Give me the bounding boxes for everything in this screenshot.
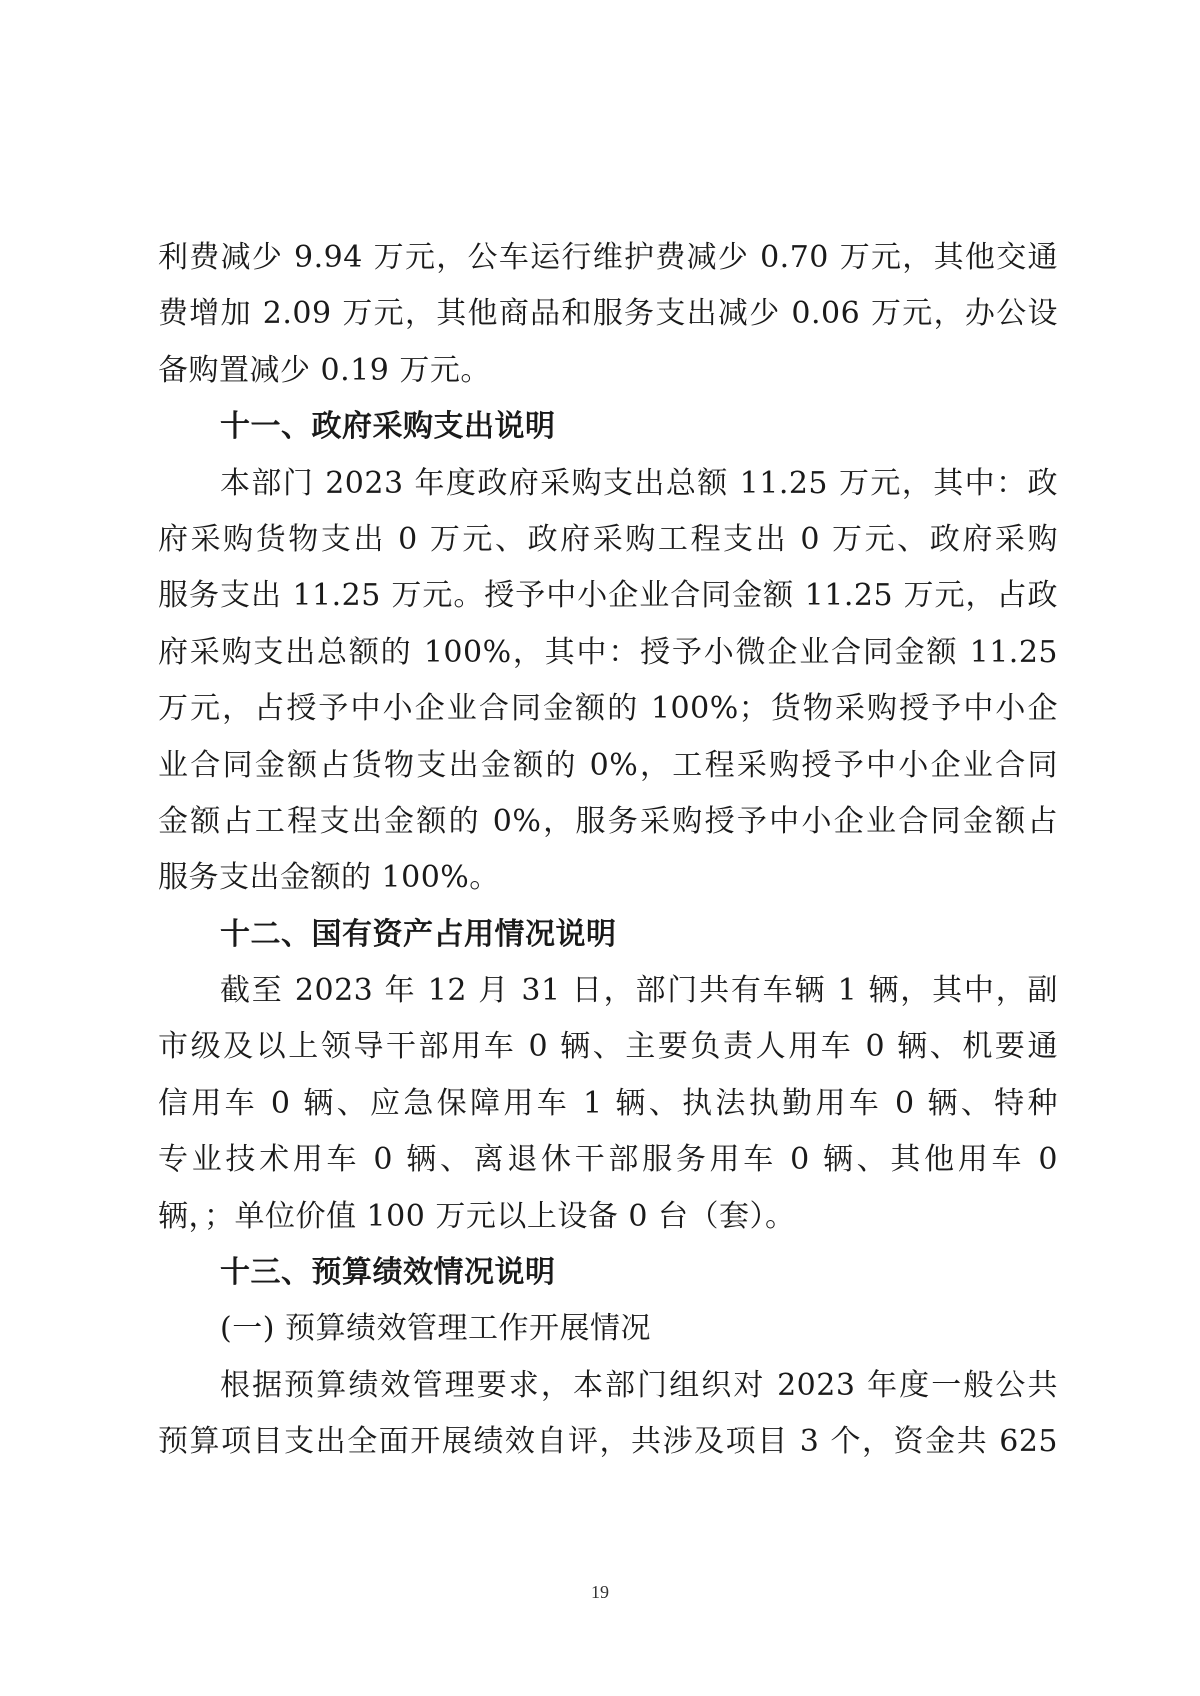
text-line: 服务支出 11.25 万元。授予中小企业合同金额 11.25 万元，占政: [158, 578, 1058, 614]
text-line: 信用车 0 辆、应急保障用车 1 辆、执法执勤用车 0 辆、特种: [158, 1085, 1058, 1121]
subsection-heading: (一) 预算绩效管理工作开展情况: [220, 1311, 651, 1347]
text-line: 专业技术用车 0 辆、离退休干部服务用车 0 辆、其他用车 0: [158, 1142, 1058, 1178]
text-line: 府采购支出总额的 100%，其中：授予小微企业合同金额 11.25: [158, 634, 1058, 670]
text-line: 业合同金额占货物支出金额的 0%，工程采购授予中小企业合同: [158, 747, 1058, 783]
text-line: 截至 2023 年 12 月 31 日，部门共有车辆 1 辆，其中，副: [220, 973, 1058, 1009]
text-line: 费增加 2.09 万元，其他商品和服务支出减少 0.06 万元，办公设: [158, 296, 1058, 332]
text-line: 利费减少 9.94 万元，公车运行维护费减少 0.70 万元，其他交通: [158, 240, 1058, 275]
text-line: 辆，；单位价值 100 万元以上设备 0 台（套）。: [158, 1198, 796, 1234]
body-text: [158, 230, 1058, 1471]
text-line: 金额占工程支出金额的 0%，服务采购授予中小企业合同金额占: [158, 803, 1058, 839]
text-line: 万元，占授予中小企业合同金额的 100%；货物采购授予中小企: [158, 691, 1058, 727]
section-heading-13: 十三、预算绩效情况说明: [220, 1255, 556, 1291]
section-heading-11: 十一、政府采购支出说明: [220, 409, 556, 445]
section-heading-12: 十二、国有资产占用情况说明: [220, 916, 617, 952]
text-line: 备购置减少 0.19 万元。: [158, 352, 491, 388]
text-line: 本部门 2023 年度政府采购支出总额 11.25 万元，其中：政: [220, 465, 1058, 501]
text-line: 预算项目支出全面开展绩效自评，共涉及项目 3 个，资金共 625: [158, 1424, 1058, 1460]
text-line: 市级及以上领导干部用车 0 辆、主要负责人用车 0 辆、机要通: [158, 1029, 1058, 1065]
text-line: 府采购货物支出 0 万元、政府采购工程支出 0 万元、政府采购: [158, 521, 1058, 557]
text-line: 根据预算绩效管理要求，本部门组织对 2023 年度一般公共: [220, 1367, 1058, 1403]
text-line: 服务支出金额的 100%。: [158, 860, 500, 896]
page-number: 19: [591, 1582, 609, 1602]
